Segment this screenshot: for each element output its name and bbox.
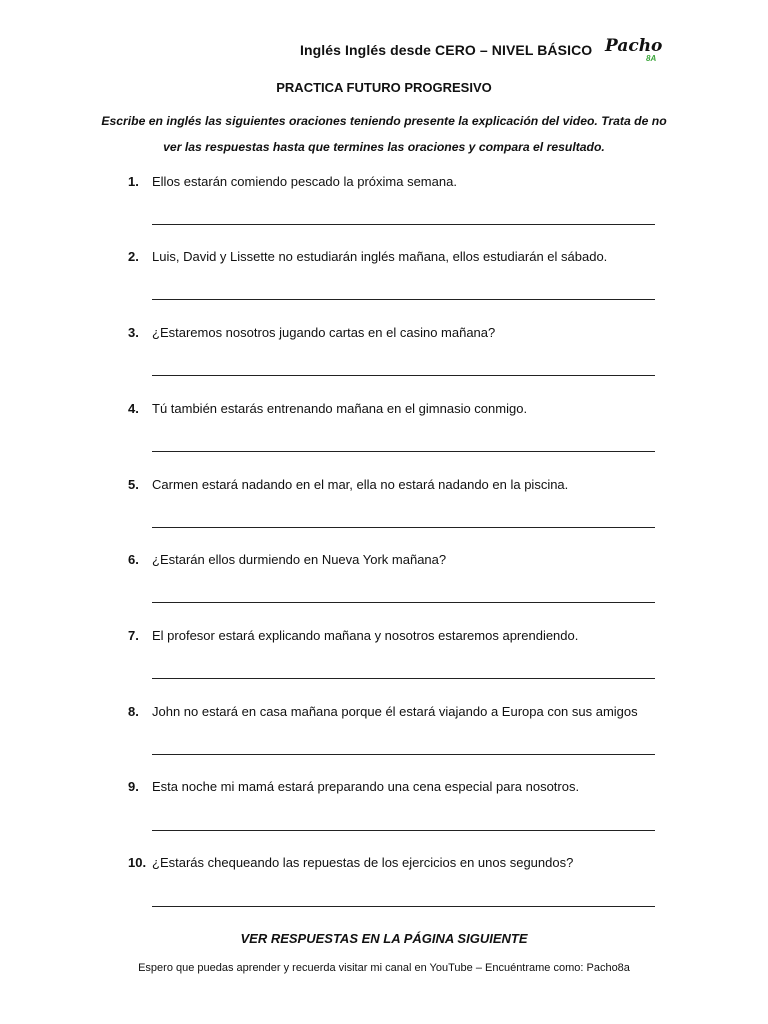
answer-line[interactable]	[152, 451, 655, 452]
item-number: 5.	[128, 477, 139, 492]
exercise-item	[128, 855, 668, 870]
answer-line[interactable]	[152, 754, 655, 755]
item-number: 1.	[128, 174, 139, 189]
item-text: Ellos estarán comiendo pescado la próxima semana.	[152, 174, 457, 189]
exercise-item	[128, 477, 668, 492]
item-number: 4.	[128, 401, 139, 416]
exercise-item	[128, 552, 668, 567]
instructions: Escribe en inglés las siguientes oraciones teniendo presente la explicación del video. Trata de no ver las respuestas hasta que termines las oraciones y compara el resultado.	[101, 114, 667, 154]
answer-line[interactable]	[152, 678, 655, 679]
answer-line[interactable]	[152, 224, 655, 225]
item-number: 9.	[128, 779, 139, 794]
footer-note: Espero que puedas aprender y recuerda visitar mi canal en YouTube – Encuéntrame como: Pacho8a	[138, 962, 630, 974]
exercise-item	[128, 401, 668, 416]
item-number: 2.	[128, 249, 139, 264]
pacho-logo: Pacho	[605, 36, 663, 56]
item-number: 8.	[128, 704, 139, 719]
item-text: ¿Estaremos nosotros jugando cartas en el casino mañana?	[152, 325, 496, 340]
answer-line[interactable]	[152, 375, 655, 376]
see-answers-note: VER RESPUESTAS EN LA PÁGINA SIGUIENTE	[240, 931, 528, 946]
answer-line[interactable]	[152, 830, 655, 831]
pacho-logo-sub: 8A	[646, 54, 657, 63]
item-number: 6.	[128, 552, 139, 567]
exercise-item	[128, 249, 668, 264]
item-number: 7.	[128, 628, 139, 643]
item-text: Esta noche mi mamá estará preparando una cena especial para nosotros.	[152, 779, 580, 794]
exercise-item	[128, 325, 668, 340]
item-text: Carmen estará nadando en el mar, ella no estará nadando en la piscina.	[152, 477, 569, 492]
exercise-item	[128, 174, 668, 189]
item-number: 3.	[128, 325, 139, 340]
answer-line[interactable]	[152, 527, 655, 528]
item-text: Luis, David y Lissette no estudiarán inglés mañana, ellos estudiarán el sábado.	[152, 249, 608, 264]
item-text: ¿Estarás chequeando las repuestas de los ejercicios en unos segundos?	[152, 855, 574, 870]
item-number: 10.	[128, 855, 147, 870]
exercise-item	[128, 779, 668, 794]
worksheet-title: PRACTICA FUTURO PROGRESIVO	[276, 80, 492, 95]
item-text: El profesor estará explicando mañana y nosotros estaremos aprendiendo.	[152, 628, 579, 643]
item-text: ¿Estarán ellos durmiendo en Nueva York mañana?	[152, 552, 447, 567]
exercise-item	[128, 628, 668, 643]
answer-line[interactable]	[152, 906, 655, 907]
page-header: Inglés Inglés desde CERO – NIVEL BÁSICO	[300, 42, 593, 58]
answer-line[interactable]	[152, 299, 655, 300]
item-text: John no estará en casa mañana porque él estará viajando a Europa con sus amigos	[152, 704, 638, 719]
exercise-item	[128, 704, 668, 719]
answer-line[interactable]	[152, 602, 655, 603]
item-text: Tú también estarás entrenando mañana en el gimnasio conmigo.	[152, 401, 528, 416]
